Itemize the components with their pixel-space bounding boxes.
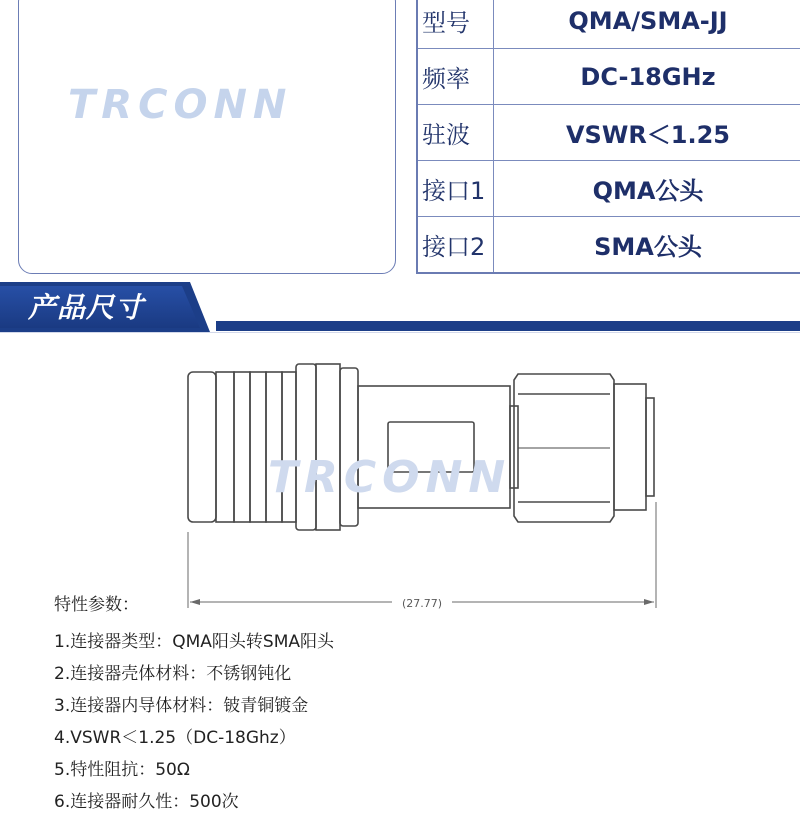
dimension-label: (27.77) xyxy=(401,597,443,610)
characteristic-item: 3.连接器内导体材料：铍青铜镀金 xyxy=(54,696,309,716)
characteristic-item: 5.特性阻抗：50Ω xyxy=(54,760,190,780)
characteristics xyxy=(54,594,774,818)
spec-value: DC-18GHz xyxy=(580,62,716,91)
brand-watermark: TRCONN xyxy=(68,82,293,128)
characteristic-item: 2.连接器壳体材料：不锈钢钝化 xyxy=(54,664,292,684)
dimension-lines xyxy=(188,502,656,608)
spec-value: QMA/SMA-JJ xyxy=(568,6,728,35)
spec-value: VSWR＜1.25 xyxy=(565,121,731,149)
spec-key: 型号 xyxy=(418,0,494,48)
spec-value: QMA公头 xyxy=(592,177,704,205)
connector-outline xyxy=(188,364,654,530)
spec-row-interface-1 xyxy=(418,160,800,216)
spec-key: 接口2 xyxy=(418,217,494,272)
characteristic-item: 1.连接器类型：QMA阳头转SMA阳头 xyxy=(54,632,334,652)
spec-key: 驻波 xyxy=(418,105,494,160)
spec-key: 接口1 xyxy=(418,161,494,216)
spec-row-interface-2 xyxy=(418,216,800,272)
section-rule xyxy=(216,321,800,331)
divider xyxy=(0,332,800,333)
characteristics-title: 特性参数： xyxy=(54,595,139,615)
spec-row-vswr xyxy=(418,104,800,160)
section-header xyxy=(0,282,800,332)
characteristic-item: 4.VSWR＜1.25（DC-18Ghz） xyxy=(54,728,296,748)
spec-row-model xyxy=(418,0,800,48)
spec-key: 频率 xyxy=(418,49,494,104)
characteristic-item: 6.连接器耐久性：500次 xyxy=(54,792,239,812)
brand-watermark: TRCONN xyxy=(268,452,512,503)
section-title: 产品尺寸 xyxy=(28,291,145,324)
product-photo-card xyxy=(18,0,396,274)
spec-table xyxy=(416,0,800,274)
spec-value: SMA公头 xyxy=(594,233,702,261)
spec-row-frequency xyxy=(418,48,800,104)
